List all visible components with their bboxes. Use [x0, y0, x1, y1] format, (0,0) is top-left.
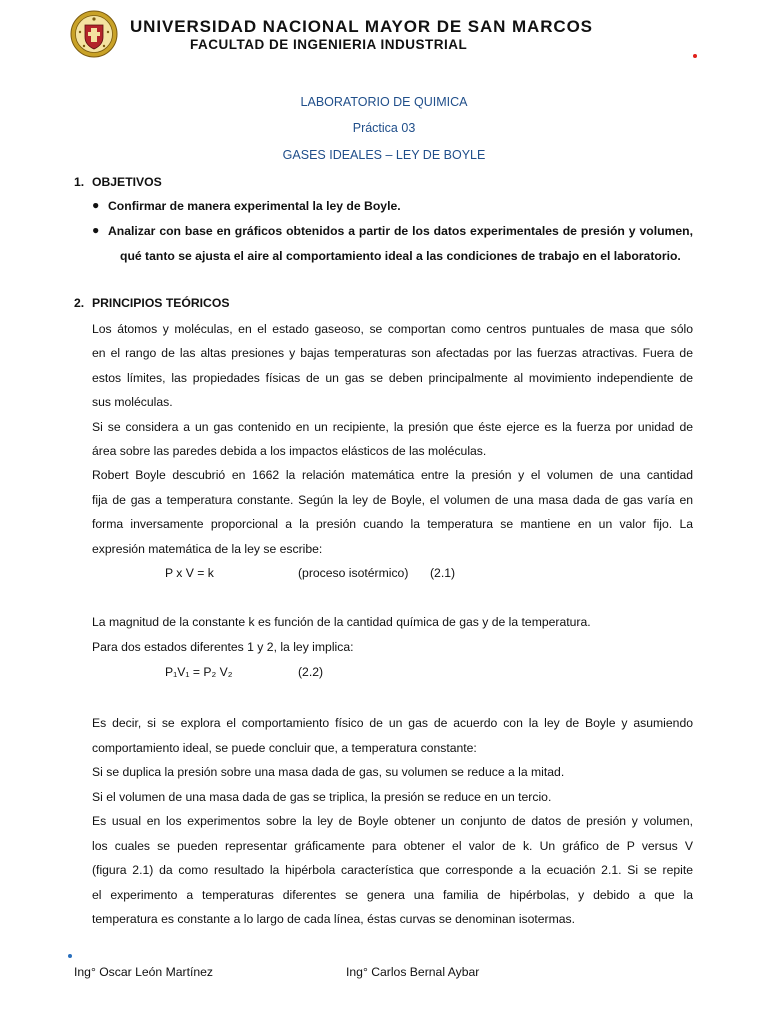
- blue-dot-mark: [68, 954, 72, 958]
- lab-title: LABORATORIO DE QUIMICA: [300, 95, 468, 109]
- paragraph-line: forma inversamente proporcional a la presión cuando la temperatura se mantiene en un valor fijo. La: [92, 517, 693, 531]
- faculty-name: FACULTAD DE INGENIERIA INDUSTRIAL: [190, 37, 468, 52]
- paragraph-line: Si el volumen de una masa dada de gas se triplica, la presión se reduce en un tercio.: [92, 790, 552, 804]
- practice-title: Práctica 03: [352, 121, 416, 135]
- paragraph-line: expresión matemática de la ley se escribe:: [92, 542, 323, 556]
- paragraph-line: Para dos estados diferentes 1 y 2, la ley implica:: [92, 640, 354, 654]
- equation-2-1-number: (2.1): [430, 566, 456, 580]
- paragraph-line: Si se duplica la presión sobre una masa dada de gas, su volumen se reduce a la mitad.: [92, 765, 565, 779]
- paragraph-line: temperatura es constante a lo largo de cada línea, éstas curvas se denominan isotermas.: [92, 912, 576, 926]
- footer-author-1: Ing° Oscar León Martínez: [74, 965, 214, 979]
- university-name: UNIVERSIDAD NACIONAL MAYOR DE SAN MARCOS: [130, 17, 593, 36]
- equation-2-2-number: (2.2): [298, 665, 324, 679]
- equation-2-1-note: (proceso isotérmico): [298, 566, 409, 580]
- paragraph-line: Es usual en los experimentos sobre la ley de Boyle obtener un conjunto de datos de presión y volumen,: [92, 814, 693, 828]
- paragraph-line: comportamiento ideal, se puede concluir que, a temperatura constante:: [92, 741, 477, 755]
- paragraph-line: Si se considera a un gas contenido en un recipiente, la presión que éste ejerce es la fuerza por unidad de: [92, 420, 693, 434]
- bullet-1-marker: ●: [92, 198, 100, 212]
- bullet-2-marker: ●: [92, 223, 100, 237]
- university-seal-icon: [70, 10, 118, 58]
- objective-bullet-2-line-1: Analizar con base en gráficos obtenidos a partir de los datos experimentales de presión y volumen,: [108, 224, 693, 238]
- paragraph-line: Robert Boyle descubrió en 1662 la relación matemática entre la presión y el volumen de una cantidad: [92, 468, 693, 482]
- paragraph-line: área sobre las paredes debida a los impactos elásticos de las moléculas.: [92, 444, 487, 458]
- red-dot-mark: [693, 54, 697, 58]
- paragraph-line: fija de gas a temperatura constante. Según la ley de Boyle, el volumen de una masa dada de gas varía en: [92, 493, 693, 507]
- paragraph-line: (figura 2.1) da como resultado la hipérbola característica que corresponde a la ecuación 2.1. Si se repite: [92, 863, 693, 877]
- paragraph-line: Es decir, si se explora el comportamiento físico de un gas de acuerdo con la ley de Boyle y asumiendo: [92, 716, 693, 730]
- principles-heading: [74, 296, 229, 310]
- objective-bullet-1: Confirmar de manera experimental la ley de Boyle.: [108, 199, 401, 213]
- paragraph-line: Los átomos y moléculas, en el estado gaseoso, se comportan como centros puntuales de masa que sólo: [92, 322, 693, 336]
- objectives-heading: [74, 175, 162, 189]
- equation-2-1: P x V = k: [165, 566, 214, 580]
- objectives-heading-text: OBJETIVOS: [92, 175, 162, 189]
- objectives-number: 1.: [74, 175, 85, 189]
- equation-2-2: P₁V₁ = P₂ V₂: [165, 665, 233, 679]
- topic-title: GASES IDEALES – LEY DE BOYLE: [282, 148, 486, 162]
- paragraph-line: sus moléculas.: [92, 395, 173, 409]
- principles-heading-text: PRINCIPIOS TEÓRICOS: [92, 296, 230, 310]
- principles-number: 2.: [74, 296, 85, 310]
- paragraph-line: el experimento a temperaturas diferentes se genera una familia de hipérbolas, y debido a que la: [92, 888, 693, 902]
- paragraph-line: los cuales se pueden representar gráficamente para obtener el valor de k. Un gráfico de P versus V: [92, 839, 693, 853]
- paragraph-line: La magnitud de la constante k es función de la cantidad química de gas y de la temperatura.: [92, 615, 591, 629]
- paragraph-line: en el rango de las altas presiones y bajas temperaturas son afectadas por las fuerzas atractivas. Fuera de: [92, 346, 693, 360]
- paragraph-line: estos límites, las propiedades físicas de un gas se deben principalmente al movimiento independiente de: [92, 371, 693, 385]
- objective-bullet-2-line-2: qué tanto se ajusta el aire al comportamiento ideal a las condiciones de trabajo en el laboratorio.: [120, 249, 681, 263]
- footer-author-2: Ing° Carlos Bernal Aybar: [346, 965, 480, 979]
